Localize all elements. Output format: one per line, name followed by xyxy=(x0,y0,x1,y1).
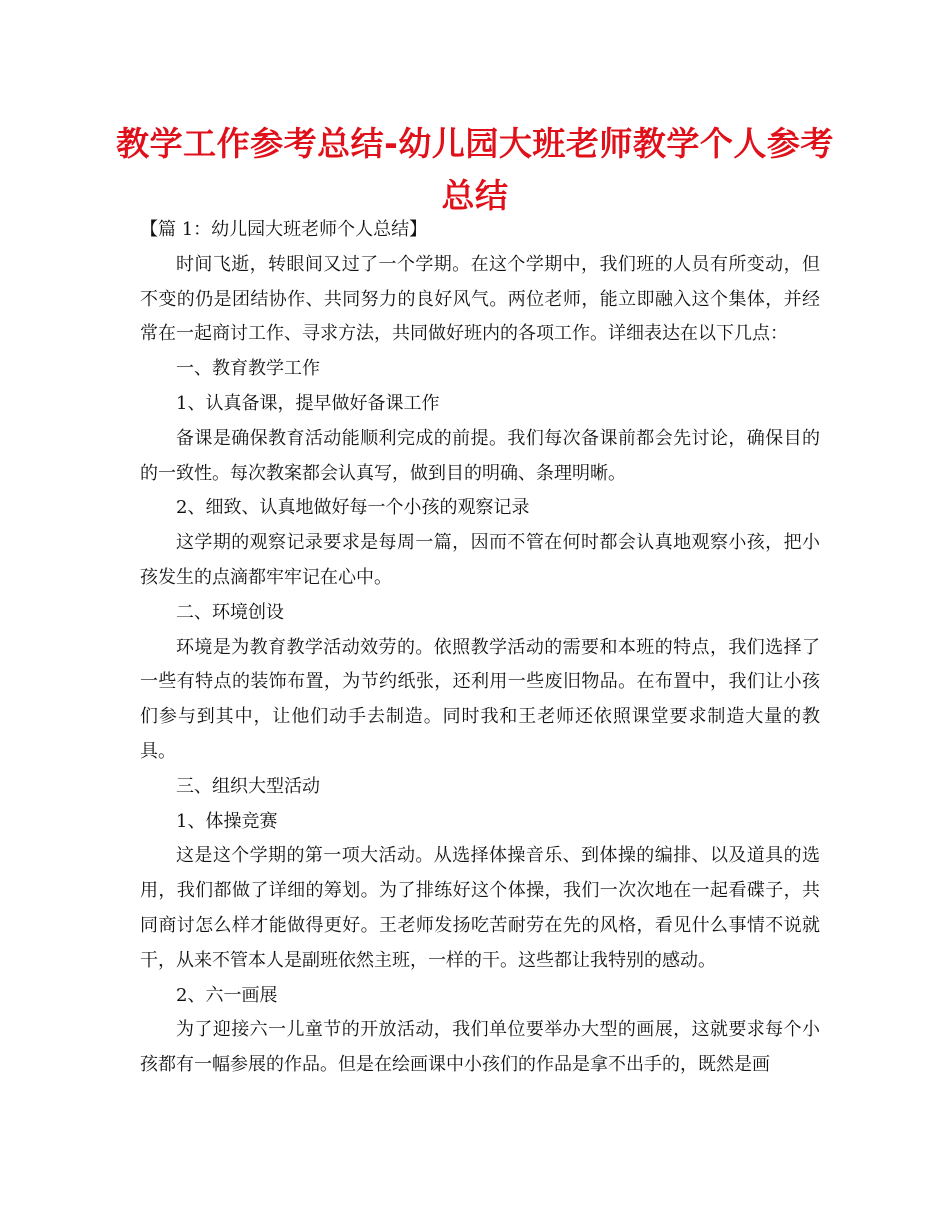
heading-observation: 2、细致、认真地做好每一个小孩的观察记录 xyxy=(176,497,530,519)
document-title: 教学工作参考总结-幼儿园大班老师教学个人参考总结 xyxy=(116,124,834,215)
document-body xyxy=(140,213,820,1083)
heading-lesson-prep: 1、认真备课，提早做好备课工作 xyxy=(176,392,440,414)
paragraph-art-exhibition: 为了迎接六一儿童节的开放活动，我们单位要举办大型的画展，这就要求每个小孩都有一幅参展的作品。但是在绘画课中小孩们的作品是拿不出手的，既然是画 xyxy=(140,1019,820,1076)
paragraph-lesson-prep: 备课是确保教育活动能顺利完成的前提。我们每次备课前都会先讨论，确保目的的一致性。每次教案都会认真写，做到目的明确、条理明晰。 xyxy=(140,427,820,484)
paragraph-environment: 环境是为教育教学活动效劳的。依照教学活动的需要和本班的特点，我们选择了一些有特点的装饰布置，为节约纸张，还利用一些废旧物品。在布置中，我们让小孩们参与到其中，让他们动手去制造。同时我和王老师还依照课堂要求制造大量的教具。 xyxy=(140,636,820,762)
section-subtitle: 【篇 1：幼儿园大班老师个人总结】 xyxy=(140,219,428,240)
paragraph-gymnastics: 这是这个学期的第一项大活动。从选择体操音乐、到体操的编排、以及道具的选用，我们都做了详细的筹划。为了排练好这个体操，我们一次次地在一起看碟子，共同商讨怎么样才能做得更好。王老师发扬吃苦耐劳在先的风格，看见什么事情不说就干，从来不管本人是副班依然主班，一样的干。这些都让我特别的感动。 xyxy=(140,845,820,971)
heading-gymnastics: 1、体操竞赛 xyxy=(176,810,278,832)
heading-environment: 二、环境创设 xyxy=(176,601,284,623)
heading-teaching-work: 一、教育教学工作 xyxy=(176,358,320,380)
heading-art-exhibition: 2、六一画展 xyxy=(176,984,278,1006)
heading-activities: 三、组织大型活动 xyxy=(176,775,320,797)
paragraph-observation: 这学期的观察记录要求是每周一篇，因而不管在何时都会认真地观察小孩，把小孩发生的点滴都牢牢记在心中。 xyxy=(140,532,820,588)
paragraph-intro: 时间飞逝，转眼间又过了一个学期。在这个学期中，我们班的人员有所变动，但不变的仍是团结协作、共同努力的良好风气。两位老师，能立即融入这个集体，并经常在一起商讨工作、寻求方法，共同做好班内的各项工作。详细表达在以下几点： xyxy=(140,253,820,345)
